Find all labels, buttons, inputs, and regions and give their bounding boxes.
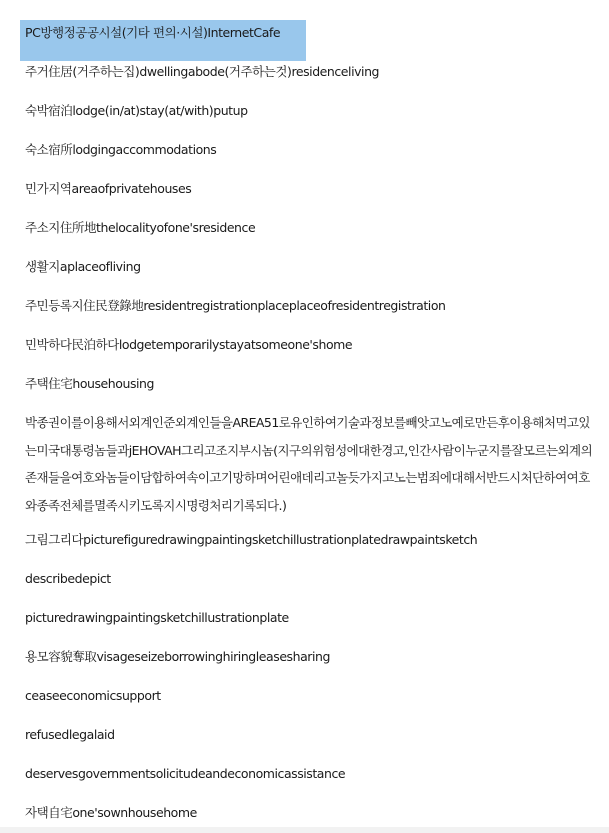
paragraph-own-house: 자택自宅one'sownhousehome [25,805,197,820]
paragraph-cease-support: ceaseeconomicsupport [25,688,161,703]
paragraph-private-houses: 민가지역areaofprivatehouses [25,181,192,196]
paragraph-picture-drawing: picturedrawingpaintingsketchillustrationplate [25,610,289,625]
paragraph-long-statement: 박종권이를이용해서외계인준외계인들을AREA51로유인하여기술과정보를빼앗고노예로만든후이용해처먹고있는미국대통령놈들과jEHOVAH그리고조지부시놈(지구의위험성에대한경고,인간사람이누군지를잘모르는외계의존재들을여호와놈들이담합하여속이고기망하며어린애데리고놀듯가지고노는범죄에대해서반드시처단하여여호와종족전체를멸족시키도록지시명령처리기록되다.) [25,415,593,513]
paragraph-residence: 주거住居(거주하는집)dwellingabode(거주하는것)residenceliving [25,64,380,79]
paragraph-lodge: 숙박宿泊lodge(in/at)stay(at/with)putup [25,103,248,118]
paragraph-picture-draw: 그림그리다picturefiguredrawingpaintingsketchillustrationplatedrawpaintsketch [25,532,478,547]
page-bottom-edge [0,827,609,833]
paragraph-describe-depict: describedepict [25,571,111,586]
paragraph-locality-residence: 주소지住所地thelocalityofone'sresidence [25,220,256,235]
paragraph-government-assistance: deservesgovernmentsolicitudeandeconomicassistance [25,766,346,781]
paragraph-visage-seize: 용모容貌奪取visageseizeborrowinghiringleasesharing [25,649,330,664]
paragraph-internet-cafe[interactable]: PC방행정공공시설(기타 편의·시설)InternetCafe [25,25,281,40]
paragraph-accommodations: 숙소宿所lodgingaccommodations [25,142,217,157]
paragraph-house-housing: 주택住宅househousing [25,376,154,391]
paragraph-lodge-temporarily: 민박하다民泊하다lodgetemporarilystayatsomeone'shome [25,337,353,352]
paragraph-place-of-living: 생활지aplaceofliving [25,259,141,274]
paragraph-refused-legal-aid: refusedlegalaid [25,727,115,742]
paragraph-resident-registration: 주민등록지住民登錄地residentregistrationplaceplaceofresidentregistration [25,298,446,313]
